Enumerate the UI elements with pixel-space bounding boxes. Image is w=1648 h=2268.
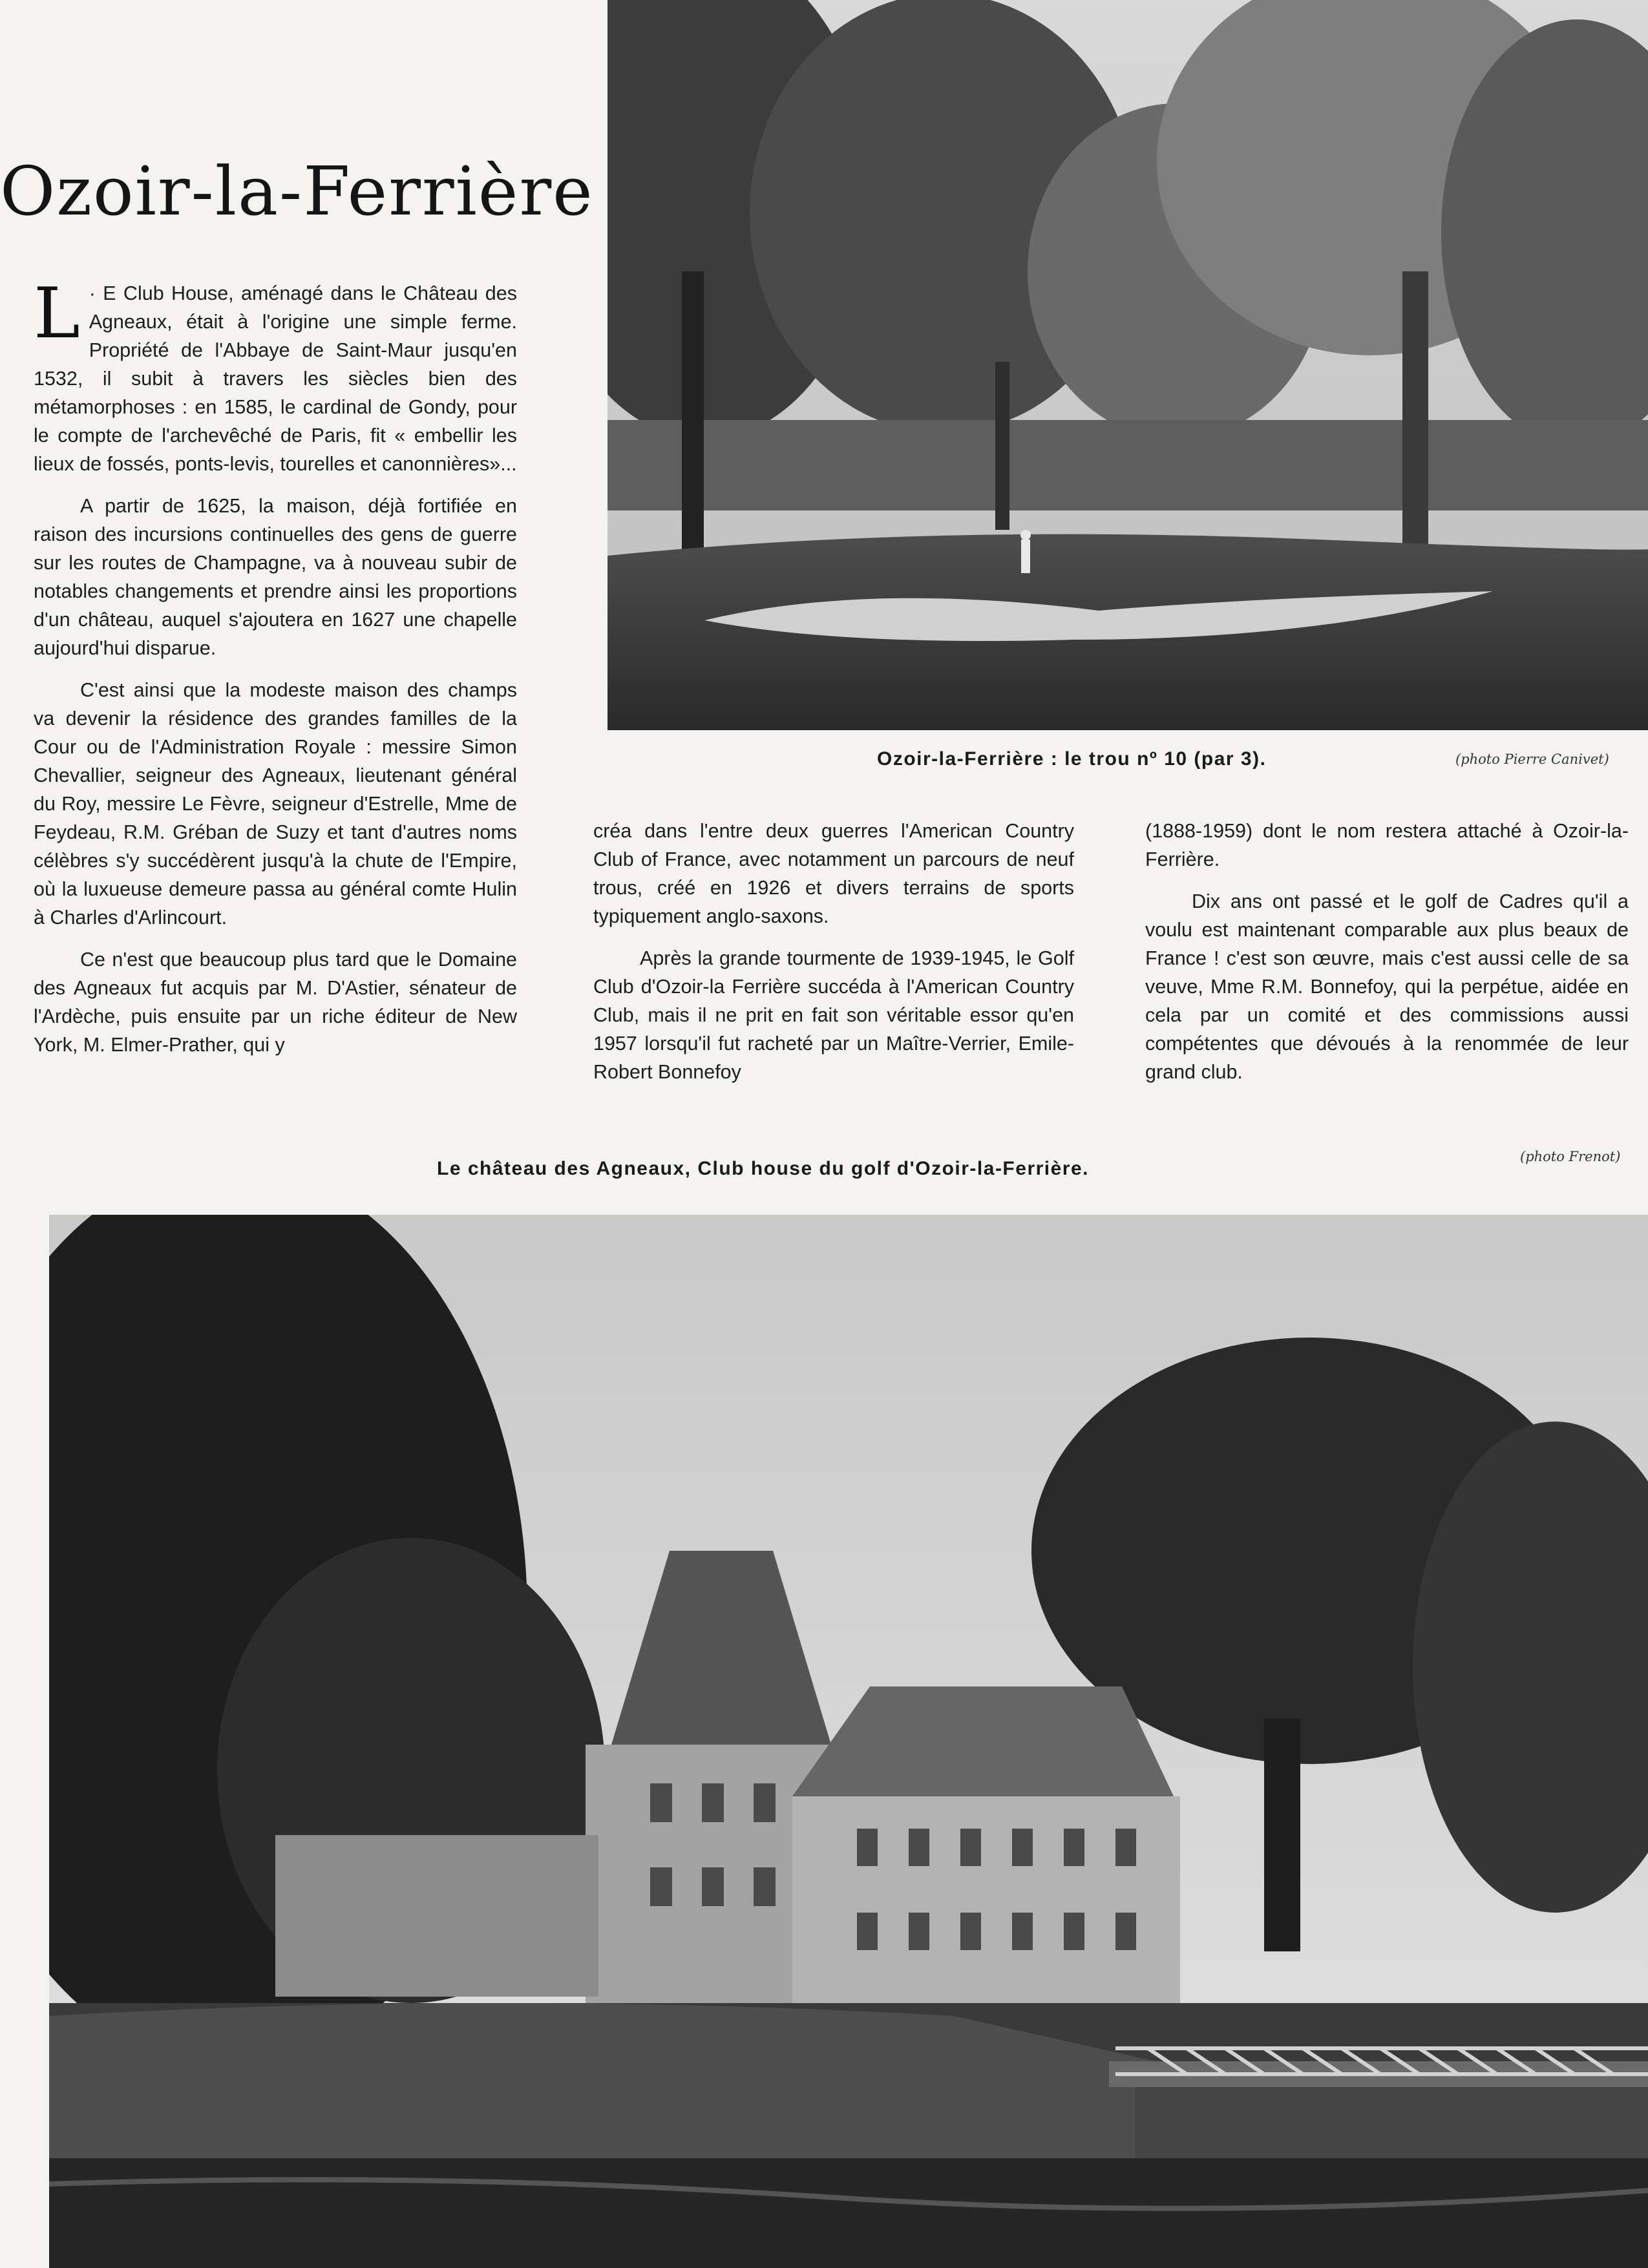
text-column-2 <box>593 817 1074 1100</box>
dropcap-letter: L <box>34 273 80 354</box>
paragraph-text: · E Club House, aménagé dans le Château des Agneaux, était à l'origine une simple ferme. Propriété de l'Abbaye de Saint-Maur jusqu'en 1532, il subit à travers les siècles bien des métamorphoses : en 1585, le cardinal de Gondy, pour le compte de l'archevêché de Paris, fit « embellir les lieux de fossés, ponts-levis, tourelles et canonnières»... <box>34 282 517 475</box>
paragraph: Ce n'est que beaucoup plus tard que le Domaine des Agneaux fut acquis par M. D'Astier, sénateur de l'Ardèche, puis ensuite par un riche éditeur de New York, M. Elmer-Prather, qui y <box>34 949 517 1056</box>
chateau-photo <box>49 1215 1648 2268</box>
paragraph: Après la grande tourmente de 1939-1945, le Golf Club d'Ozoir-la Ferrière succéda à l'American Country Club, mais il ne prit en fait son véritable essor qu'en 1957 lorsqu'il fut racheté par un Maître-Verrier, Emile-Robert Bonnefoy <box>593 947 1074 1083</box>
paragraph: Dix ans ont passé et le golf de Cadres qu'il a voulu est maintenant comparable aux plus beaux de France ! c'est son œuvre, mais c'est aussi celle de sa veuve, Mme R.M. Bonnefoy, qui la perpétue, aidée en cela par un comité et des commissions aussi compétentes que dévoués à la renommée de leur grand club. <box>1145 890 1629 1083</box>
paragraph: (1888-1959) dont le nom restera attaché à Ozoir-la-Ferrière. <box>1145 820 1629 870</box>
top-photo-credit: (photo Pierre Canivet) <box>1455 751 1609 767</box>
text-column-3 <box>1145 817 1629 1100</box>
text-column-1 <box>34 273 517 1073</box>
article-title: Ozoir-la-Ferrière <box>0 152 594 231</box>
paragraph: créa dans l'entre deux guerres l'American Country Club of France, avec notamment un parcours de neuf trous, créé en 1926 et divers terrains de sports typiquement anglo-saxons. <box>593 820 1074 927</box>
bottom-photo-caption: Le château des Agneaux, Club house du golf d'Ozoir-la-Ferrière. <box>437 1158 1090 1179</box>
paragraph: A partir de 1625, la maison, déjà fortifiée en raison des incursions continuelles des gens de guerre sur les routes de Champagne, va à nouveau subir de notables changements et prendre ainsi les proportions d'un château, auquel s'ajoutera en 1627 une chapelle aujourd'hui disparue. <box>34 495 517 659</box>
golf-course-photo <box>607 0 1648 730</box>
bottom-photo-credit: (photo Frenot) <box>1520 1149 1621 1164</box>
paragraph <box>34 273 517 478</box>
golf-course-image <box>607 0 1648 730</box>
paragraph: C'est ainsi que la modeste maison des champs va devenir la résidence des grandes familles de la Cour ou de l'Administration Royale : messire Simon Chevallier, seigneur des Agneaux, lieutenant général du Roy, messire Le Fèvre, seigneur d'Estrelle, Mme de Feydeau, R.M. Gréban de Suzy et tant d'autres noms célèbres s'y succédèrent jusqu'à la chute de l'Empire, où la luxueuse demeure passa au général comte Hulin à Charles d'Arlincourt. <box>34 679 517 929</box>
top-photo-caption: Ozoir-la-Ferrière : le trou nº 10 (par 3). <box>877 748 1267 770</box>
chateau-image <box>49 1215 1648 2268</box>
